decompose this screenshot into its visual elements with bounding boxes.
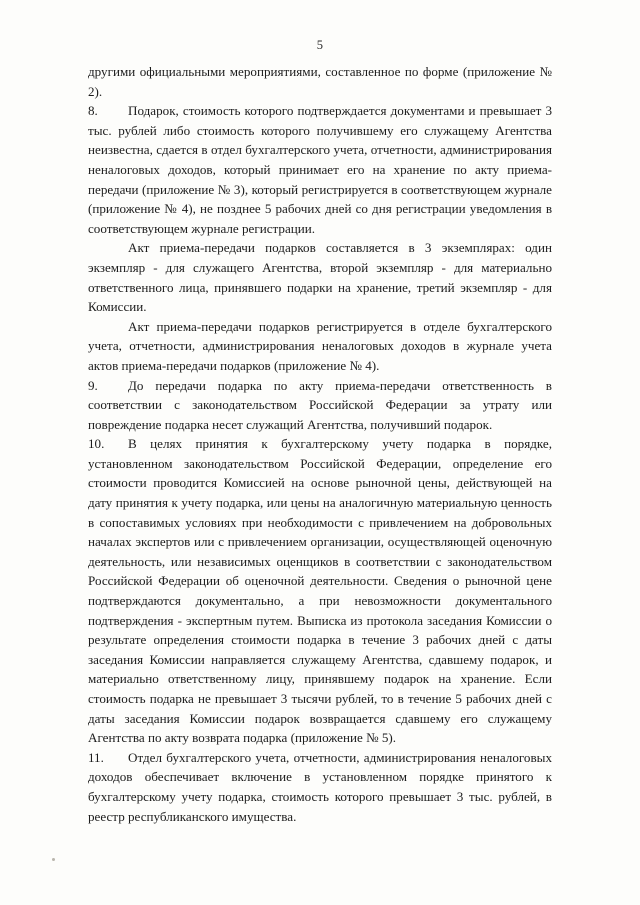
- paragraph-11: [88, 748, 552, 826]
- paragraph-8-number: 8.: [88, 103, 98, 119]
- paragraph-continuation: [88, 62, 552, 101]
- paragraph-10-text: В целях принятия к бухгалтерскому учету подарка в порядке, установленном законодательством Российской Федерации, определение его стоимости проводится Комиссией на основе рыночной цены, действующей на дату принятия к учету подарка, или цены на аналогичную материальную ценность в сопоставимых условиях при необходимости с привлечением на добровольных началах экспертов или с привлечением организации, осуществляющей оценочную деятельность, или независимых оценщиков в соответствии с законодательством Российской Федерации об оценочной деятельности. Сведения о рыночной цене подтверждаются документально, а при невозможности документального подтверждения - экспертным путем. Выписка из протокола заседания Комиссии о результате определения стоимости подарка в течение 3 рабочих дней с даты заседания Комиссии направляется служащему Агентства, сдавшему подарок, и материально ответственному лицу, принявшему подарок на хранение. Если стоимость подарка не превышает 3 тысячи рублей, то в течение 5 рабочих дней с даты заседания Комиссии подарок возвращается сдавшему его служащему Агентства по акту возврата подарка (приложение № 5).: [88, 436, 552, 746]
- paragraph-9: [88, 376, 552, 435]
- paragraph-act-copies: [88, 238, 552, 316]
- paragraph-act-registration: [88, 317, 552, 376]
- paragraph-text: Акт приема-передачи подарков составляется в 3 экземплярах: один экземпляр - для служащего Агентства, второй экземпляр - для материально ответственного лица, принявшего подарки на хранение, третий экземпляр - для Комиссии.: [88, 240, 552, 315]
- paragraph-text: Акт приема-передачи подарков регистрируется в отделе бухгалтерского учета, отчетности, администрирования неналоговых доходов в журнале учета актов приема-передачи подарков (приложение № 4).: [88, 318, 552, 373]
- paragraph-8: [88, 101, 552, 238]
- paragraph-9-text: До передачи подарка по акту приема-передачи ответственность в соответствии с законодательством Российской Федерации за утрату или повреждение подарка несет служащий Агентства, получивший подарок.: [88, 377, 552, 432]
- paragraph-8-text: Подарок, стоимость которого подтверждается документами и превышает 3 тыс. рублей либо стоимость которого получившему его служащему Агентства неизвестна, сдается в отдел бухгалтерского учета, отчетности, администрирования неналоговых доходов, который принимает его на хранение по акту приема-передачи (приложение № 3), который регистрируется в соответствующем журнале (приложение № 4), не позднее 5 рабочих дней со дня регистрации уведомления в соответствующем журнале регистрации.: [88, 103, 552, 236]
- page-number: 5: [316, 38, 324, 52]
- paragraph-text: другими официальными мероприятиями, составленное по форме (приложение № 2).: [88, 64, 552, 99]
- paragraph-9-number: 9.: [88, 377, 98, 393]
- document-body: [88, 62, 552, 826]
- paragraph-11-number: 11.: [88, 749, 104, 765]
- paragraph-10: [88, 434, 552, 748]
- paragraph-11-text: Отдел бухгалтерского учета, отчетности, администрирования неналоговых доходов обеспечивает включение в установленном порядке принятого к бухгалтерскому учету подарка, стоимость которого превышает 3 тыс. рублей, в реестр республиканского имущества.: [88, 749, 552, 824]
- page-speck: [52, 858, 55, 861]
- paragraph-10-number: 10.: [88, 436, 105, 452]
